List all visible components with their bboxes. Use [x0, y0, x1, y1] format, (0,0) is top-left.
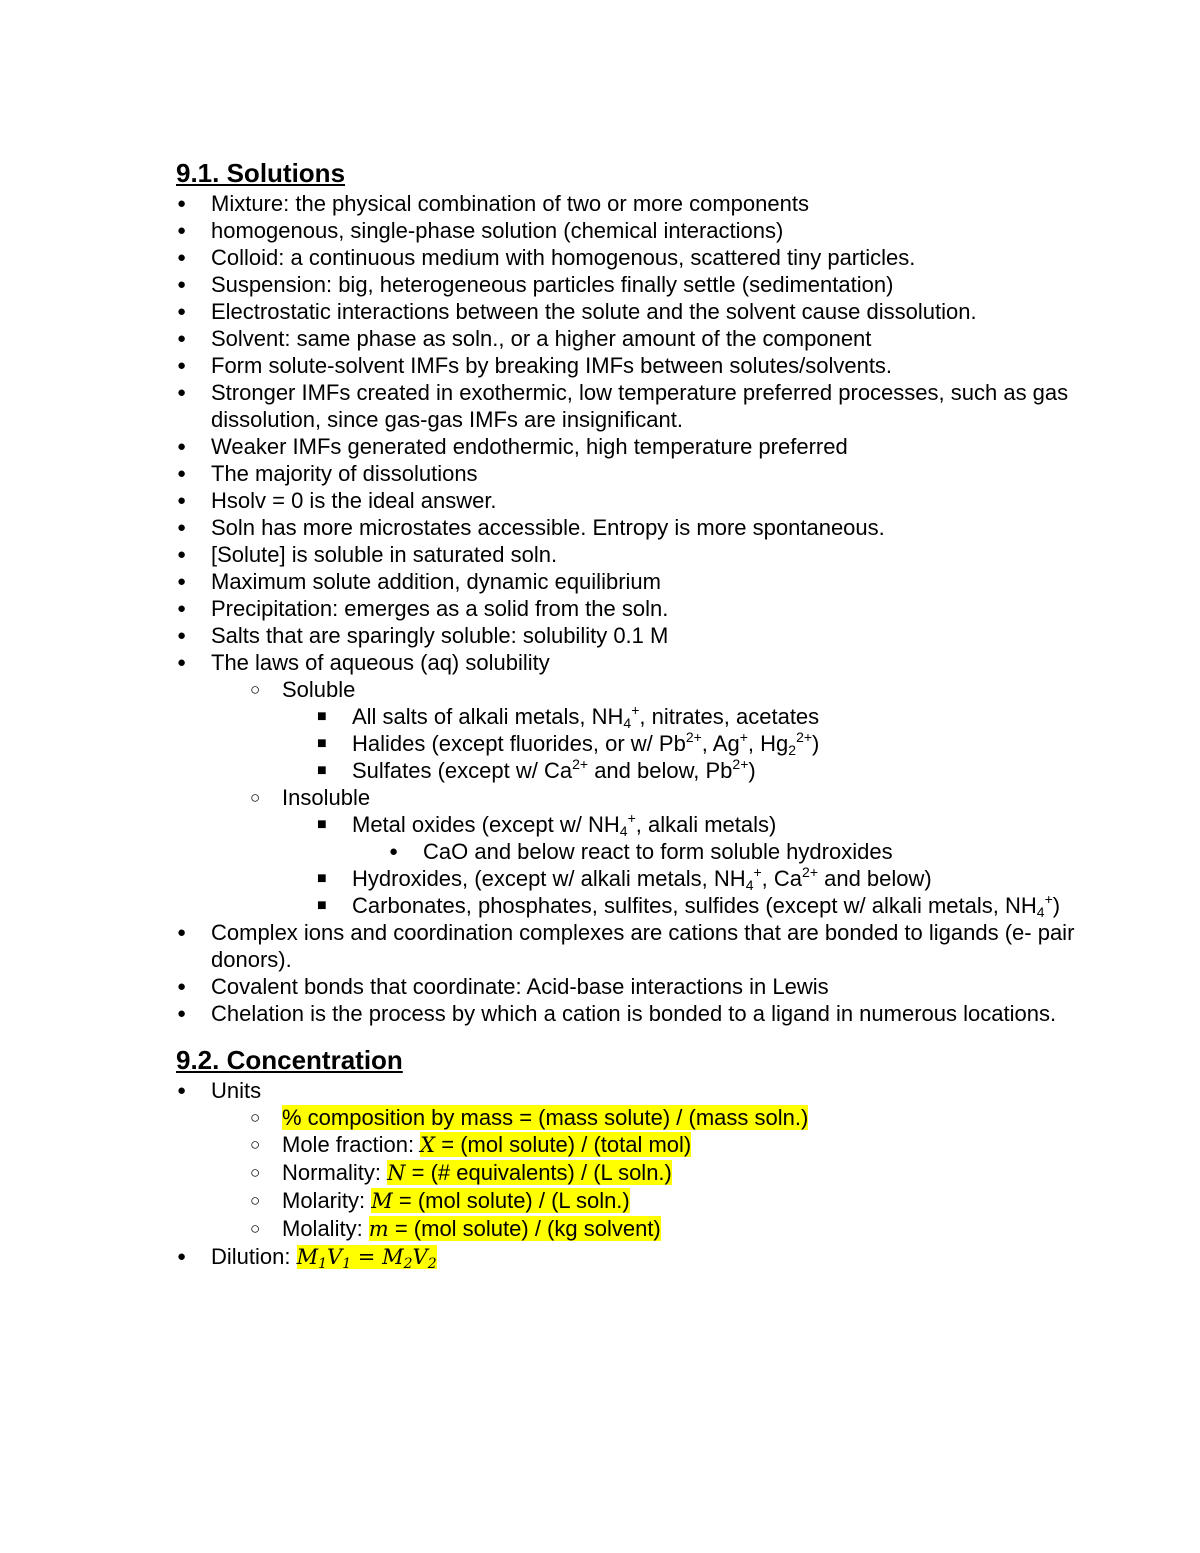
list-item: ■ All salts of alkali metals, $NH_4^+$, nitrates, acetates	[317, 702, 820, 731]
list-item: ● Salts that are sparingly soluble: solubility 0.1 M	[177, 623, 669, 648]
list-item-soluble: ○ Soluble	[250, 677, 356, 702]
section-heading-concentration: 9.2. Concentration	[176, 1045, 403, 1075]
dilution-formula: $M_1V_1 = M_2V_2$	[296, 1245, 437, 1272]
list-item: ■ Hydroxides, (except w/ alkali metals, $NH_4^+$, $Ca^{2+}$ and below)	[317, 864, 932, 893]
bullet-disc-icon: ●	[177, 276, 187, 293]
bullet-disc-icon: ●	[177, 924, 187, 941]
list-item-dilution: ● Dilution: $M_1V_1 = M_2V_2$	[177, 1244, 437, 1272]
bullet-disc-icon: ●	[177, 465, 187, 482]
section-heading-solutions: 9.1. Solutions	[176, 158, 346, 188]
list-item: ● Chelation is the process by which a cation is bonded to a ligand in numerous locations.	[177, 1001, 1057, 1026]
bullet-disc-icon: ●	[177, 1082, 187, 1099]
soluble-list	[176, 703, 1076, 784]
list-item: ● Hsolv = 0 is the ideal answer.	[177, 488, 497, 513]
list-item: ■ Halides (except fluorides, or w/ $Pb^{2+}$, Ag+, $Hg_2^{2+}$)	[317, 729, 820, 758]
bullet-disc-icon: ●	[177, 978, 187, 995]
concentration-list	[176, 1077, 1076, 1104]
highlighted-formula: X = (mol solute) / (total mol)	[420, 1132, 692, 1157]
bullet-disc-icon: ●	[177, 519, 187, 536]
list-item: ● Electrostatic interactions between the solute and the solvent cause dissolution.	[177, 299, 977, 324]
solutions-list-2	[176, 919, 1076, 1027]
bullet-circle-icon: ○	[250, 1135, 261, 1154]
bullet-square-icon: ■	[317, 816, 327, 833]
highlighted-formula: % composition by mass = (mass solute) / (mass soln.)	[282, 1105, 809, 1130]
notes-content	[176, 156, 1076, 1271]
bullet-disc-icon: ●	[177, 249, 187, 266]
bullet-disc-icon: ●	[177, 303, 187, 320]
bullet-circle-icon: ○	[250, 680, 261, 699]
list-item: ■ Metal oxides (except w/ $NH_4^+$, alkali metals)	[317, 810, 777, 839]
list-item: ● Covalent bonds that coordinate: Acid-base interactions in Lewis	[177, 974, 829, 999]
highlighted-formula: N = (# equivalents) / (L soln.)	[387, 1160, 672, 1185]
list-item: ■ Sulfates (except w/ $Ca^{2+}$ and below, $Pb^{2+}$)	[317, 756, 756, 783]
insoluble-list-2	[176, 865, 1076, 919]
list-item: ● [Solute] is soluble in saturated soln.	[177, 542, 558, 567]
list-item: ● Colloid: a continuous medium with homogenous, scattered tiny particles.	[177, 245, 916, 270]
list-item: ● CaO and below react to form soluble hydroxides	[389, 839, 893, 864]
solubility-rules-list-2	[176, 784, 1076, 811]
bullet-disc-icon: ●	[177, 330, 187, 347]
bullet-circle-icon: ○	[250, 1163, 261, 1182]
bullet-disc-icon: ●	[177, 1005, 187, 1022]
bullet-square-icon: ■	[317, 735, 327, 752]
list-item-insoluble: ○ Insoluble	[250, 785, 371, 810]
bullet-square-icon: ■	[317, 762, 327, 779]
list-item: ● Solvent: same phase as soln., or a higher amount of the component	[177, 326, 872, 351]
list-item: ■ Carbonates, phosphates, sulfites, sulfides (except w/ alkali metals, $NH_4^+$)	[317, 891, 1061, 920]
list-item: ● Precipitation: emerges as a solid from the soln.	[177, 596, 669, 621]
list-item-units: ● Units	[177, 1078, 262, 1103]
bullet-circle-icon: ○	[250, 1108, 261, 1127]
list-item-normality: ○ Normality: N = (# equivalents) / (L soln.)	[250, 1160, 672, 1185]
list-item: ● The laws of aqueous (aq) solubility	[177, 650, 550, 675]
list-item: ● Soln has more microstates accessible. Entropy is more spontaneous.	[177, 515, 885, 540]
bullet-disc-icon: ●	[177, 546, 187, 563]
oxides-sublist	[176, 838, 1076, 865]
list-item: ● Complex ions and coordination complexes are cations that are bonded to ligands (e- pair donors).	[177, 920, 1075, 972]
solutions-list	[176, 190, 1076, 676]
bullet-circle-icon: ○	[250, 788, 261, 807]
list-item-molarity: ○ Molarity: M = (mol solute) / (L soln.)	[250, 1188, 630, 1213]
list-item: ● homogenous, single-phase solution (chemical interactions)	[177, 218, 784, 243]
list-item: ● Mixture: the physical combination of two or more components	[177, 191, 809, 216]
list-item-mass-percent	[176, 1104, 1076, 1131]
insoluble-list	[176, 811, 1076, 838]
bullet-disc-icon: ●	[177, 600, 187, 617]
list-item: ● Stronger IMFs created in exothermic, low temperature preferred processes, such as gas dissolution, since gas-gas IMFs are insignificant.	[177, 380, 1069, 432]
bullet-square-icon: ■	[317, 897, 327, 914]
highlighted-formula: m = (mol solute) / (kg solvent)	[368, 1216, 661, 1241]
list-item: ● Weaker IMFs generated endothermic, high temperature preferred	[177, 434, 848, 459]
solubility-rules-list	[176, 676, 1076, 703]
list-item-mole-fraction: ○ Mole fraction: X = (mol solute) / (total mol)	[250, 1132, 692, 1157]
units-list	[176, 1104, 1076, 1243]
list-item: ● The majority of dissolutions	[177, 461, 478, 486]
concentration-list-2	[176, 1243, 1076, 1271]
list-item: ● Suspension: big, heterogeneous particles finally settle (sedimentation)	[177, 272, 894, 297]
bullet-disc-icon: ●	[177, 222, 187, 239]
bullet-disc-icon: ●	[389, 843, 399, 860]
highlighted-formula: M = (mol solute) / (L soln.)	[371, 1188, 630, 1213]
list-item: ● Form solute-solvent IMFs by breaking IMFs between solutes/solvents.	[177, 353, 893, 378]
bullet-square-icon: ■	[317, 708, 327, 725]
bullet-disc-icon: ●	[177, 195, 187, 212]
bullet-disc-icon: ●	[177, 438, 187, 455]
bullet-disc-icon: ●	[177, 384, 187, 401]
bullet-disc-icon: ●	[177, 492, 187, 509]
bullet-circle-icon: ○	[250, 1219, 261, 1238]
bullet-square-icon: ■	[317, 870, 327, 887]
bullet-circle-icon: ○	[250, 1191, 261, 1210]
bullet-disc-icon: ●	[177, 1248, 187, 1265]
bullet-disc-icon: ●	[177, 654, 187, 671]
list-item: ● Maximum solute addition, dynamic equilibrium	[177, 569, 661, 594]
bullet-disc-icon: ●	[177, 357, 187, 374]
list-item-molality: ○ Molality: m = (mol solute) / (kg solvent)	[250, 1216, 661, 1241]
bullet-disc-icon: ●	[177, 627, 187, 644]
bullet-disc-icon: ●	[177, 573, 187, 590]
